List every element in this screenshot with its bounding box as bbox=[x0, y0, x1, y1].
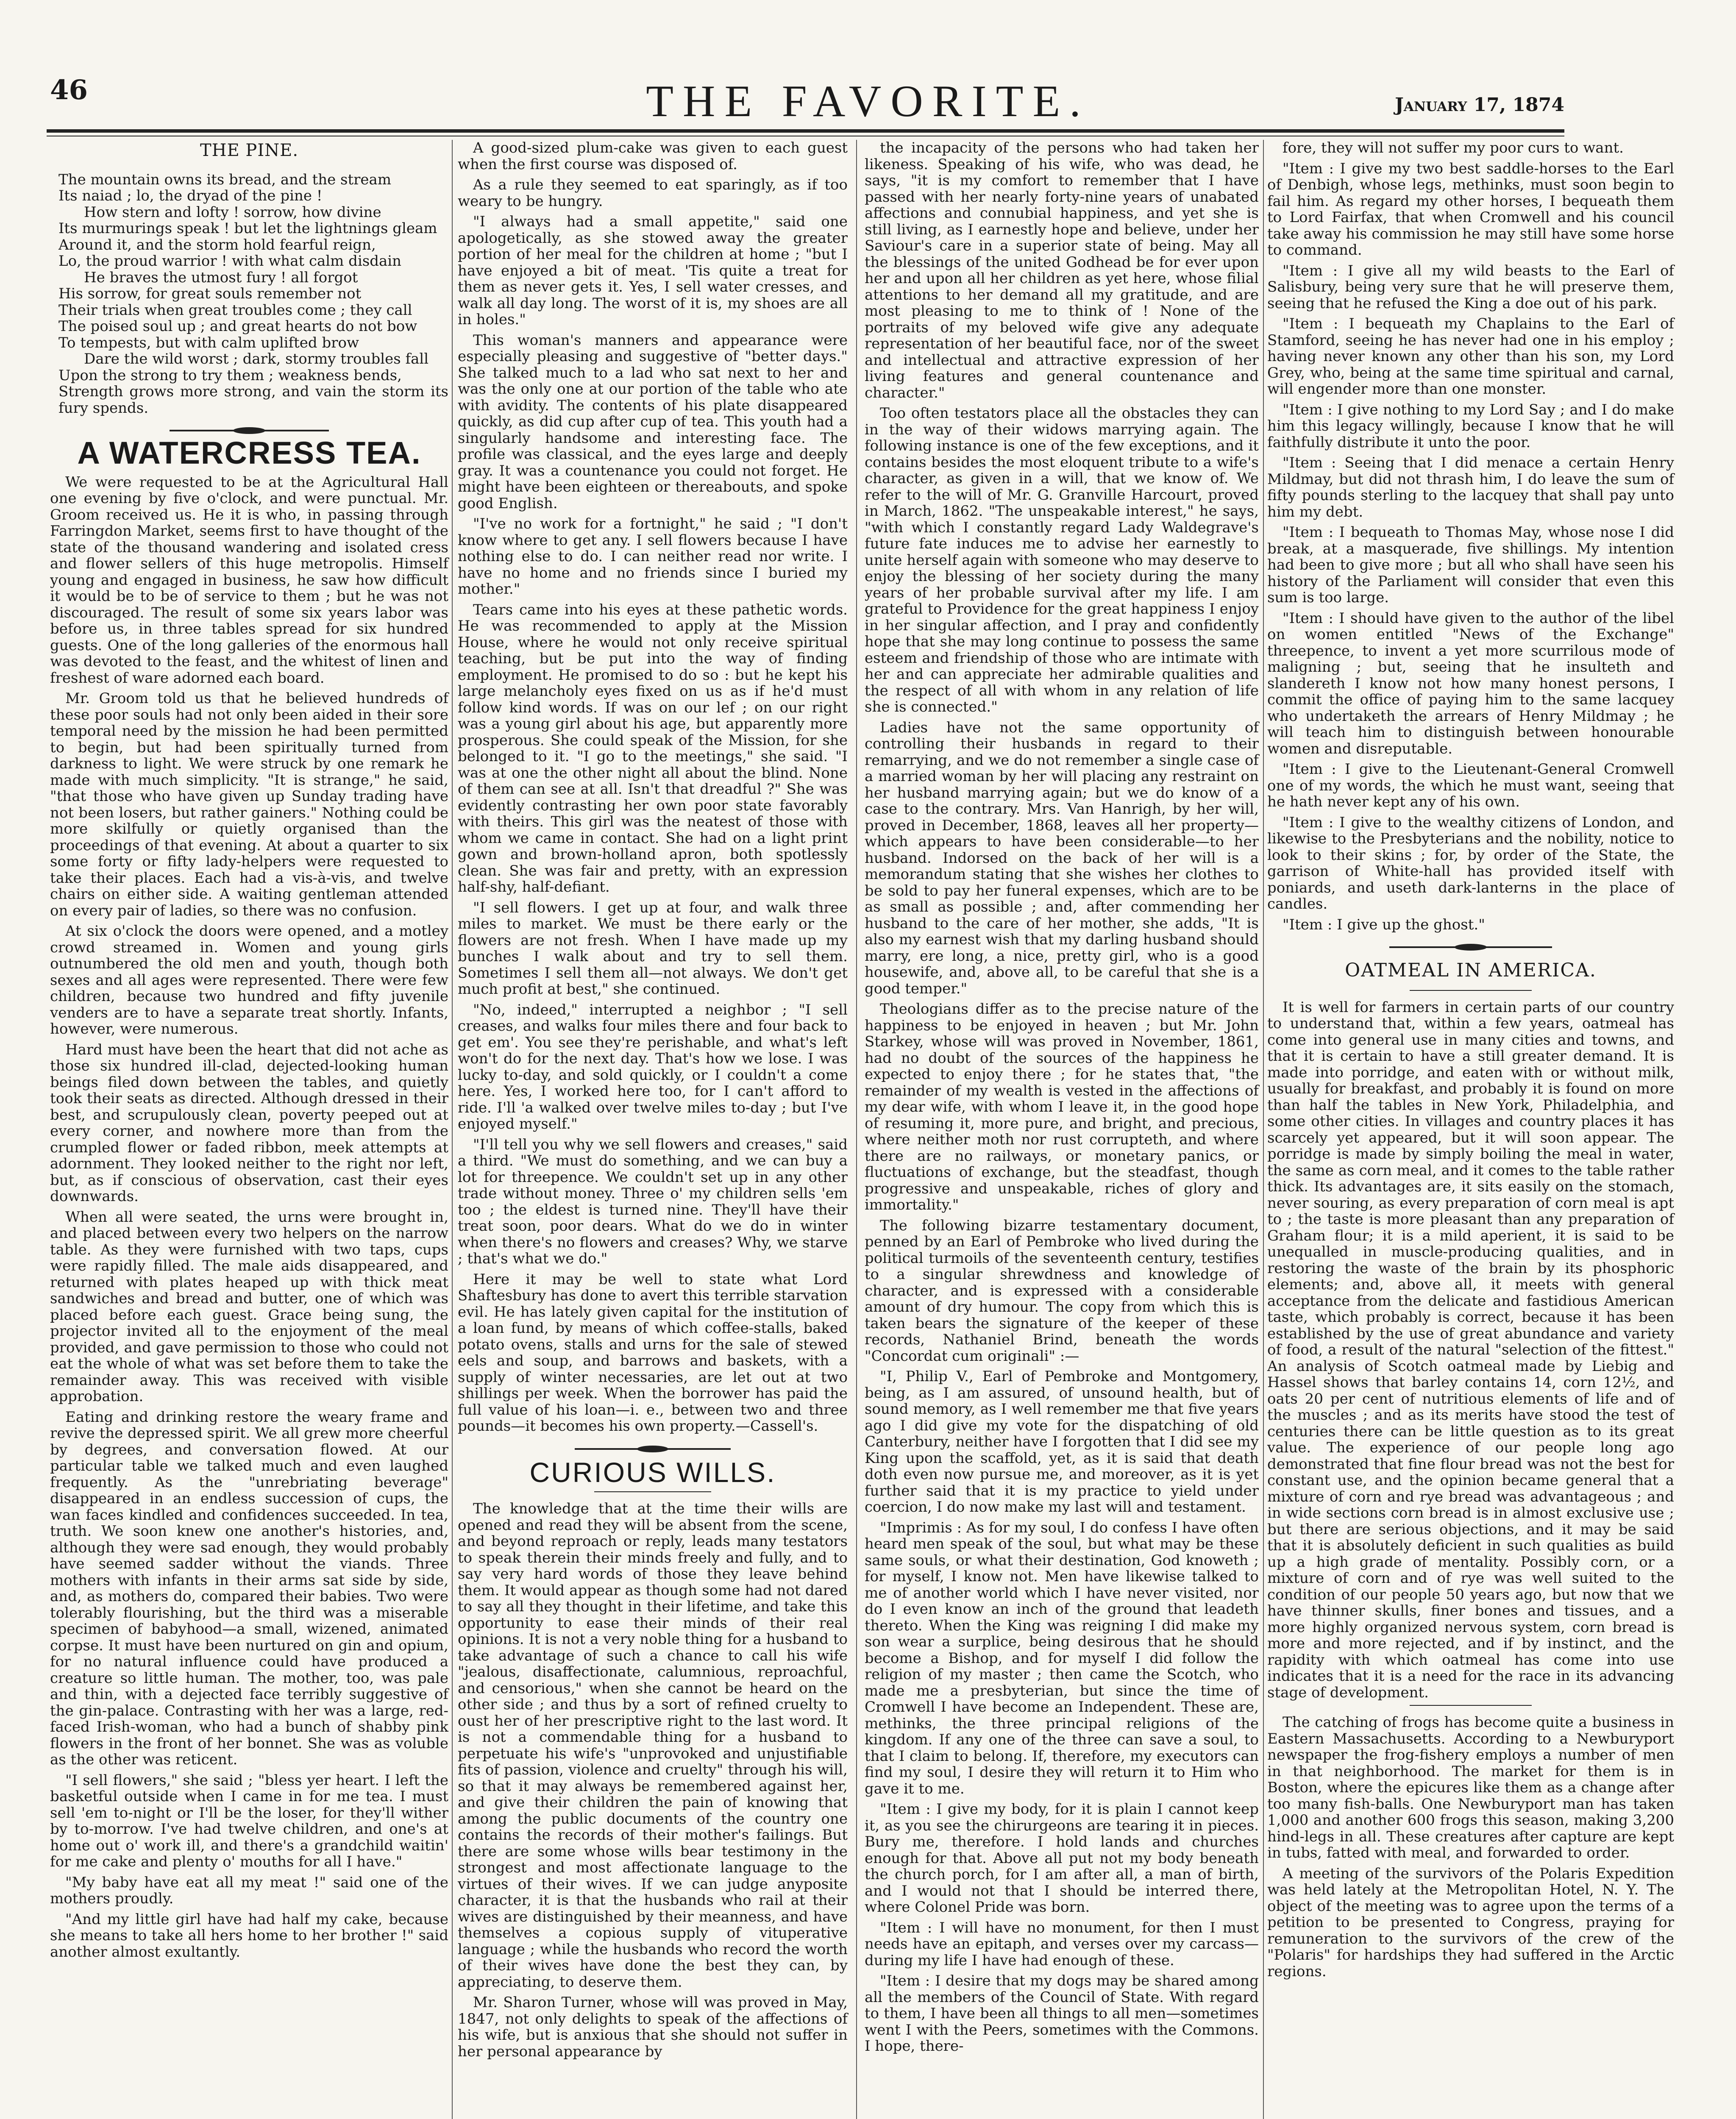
header-rule bbox=[47, 129, 1564, 133]
poem-line: Its murmurings speak ! but let the lightnings gleam bbox=[58, 220, 437, 237]
paragraph: The knowledge that at the time their wills are opened and read they will be absent from the scene, and beyond reproach or reply, leads many testators to speak therein their minds freely and fully, and to say very hard words of those they leave behind them. It would appear as though some had not dared to say all they thought in their lifetime, and take this opportunity to ease their minds of their real opinions. It is not a very noble thing for a husband to take advantage of such a chance to call his wife "jealous, disaffectionate, calumnious, reproachful, and censorious," when she cannot be heard on the other side ; and thus by a sort of refined cruelty to oust her of her prescriptive right to the last word. It is not a commendable thing for a husband to perpetuate his wife's "unprovoked and unjustifiable fits of passion, violence and cruelty" through his will, so that it may always be remembered against her, and give their children the pain of knowing that among the public documents of the country one contains the records of their mother's failings. But there are some whose wills bear testimony in the strongest and most affectionate language to the virtues of their wives. If we can judge anyposite character, it is that the husbands who rail at their wives are distinguished by their meanness, and have themselves a copious supply of vituperative language ; while the husbands who record the worth of their wives have done the best they can, by appreciating, to deserve them. bbox=[458, 1500, 848, 1991]
paragraph: When all were seated, the urns were brought in, and placed between every two helpers on the narrow table. As they were furnished with two taps, cups were rapidly filled. The male aids disappeared, and returned with plates heaped up with thick meat sandwiches and bread and butter, one of which was placed before each guest. Grace being sung, the projector invited all to the enjoyment of the meal provided, and gave permission to those who could not eat the whole of what was set before them to take the remainder away. This was received with visible approbation. bbox=[50, 1208, 448, 1405]
paragraph: "Item : I give all my wild beasts to the Earl of Salisbury, being very sure that he will preserve them, seeing that he refused the King a doe out of his park. bbox=[1267, 262, 1674, 312]
section-rule bbox=[1410, 1705, 1532, 1706]
title-rule bbox=[594, 1491, 711, 1492]
article-title: CURIOUS WILLS. bbox=[529, 1456, 776, 1488]
paragraph: "Item : I give my body, for it is plain I cannot keep it, as you see the chirurgeons are tearing it in pieces. Bury me, therefore. I hold lands and churches enough for that. Above all put not my body beneath the church porch, for I am after all, a man of birth, and I would not that I should be interred there, where Colonel Pride was born. bbox=[865, 1801, 1259, 1916]
paragraph: The catching of frogs has become quite a business in Eastern Massachusetts. According to a Newburyport newspaper the frog-fishery employs a number of men in that neighborhood. The market for them is in Boston, where the epicures like them as a change after too many fish-balls. One Newburyport man has taken 1,000 and another 600 frogs this season, making 3,200 hind-legs in all. These creatures after capture are kept in tubs, fatted with meal, and forwarded to order. bbox=[1267, 1714, 1674, 1861]
article-body bbox=[1267, 1714, 1674, 1980]
paragraph: "Imprimis : As for my soul, I do confess I have often heard men speak of the soul, but what may be these same souls, or what their destination, God knoweth ; for myself, I know not. Men have likewise talked to me of another world which I have never visited, nor do I even know an inch of the ground that leadeth thereto. When the King was reigning I did make my son wear a surplice, being desirous that he should become a Bishop, and for myself I did follow the religion of my master ; then came the Scotch, who made me a presbyterian, but since the time of Cromwell I have become an Independent. These are, methinks, the three principal religions of the kingdom. If any one of the three can save a soul, to that I claim to belong. If, therefore, my executors can find my soul, I desire they will return it to Him who gave it to me. bbox=[865, 1519, 1259, 1797]
paragraph: "I'll tell you why we sell flowers and creases," said a third. "We must do something, and we can buy a lot for threepence. We couldn't set up in any other trade without money. Three o' my children sells 'em too ; the eldest is turned nine. They'll have their treat soon, poor dears. What do we do in winter when there's no flowers and creases? Why, we starve ; that's what we do." bbox=[458, 1136, 848, 1267]
paragraph: "Item : Seeing that I did menace a certain Henry Mildmay, but did not thrash him, I do leave the sum of fifty pounds sterling to the lacquey that shall pay unto him my debt. bbox=[1267, 454, 1674, 520]
column-divider bbox=[856, 140, 857, 2119]
poem-line: He braves the utmost fury ! all forgot bbox=[84, 269, 358, 286]
paragraph: "My baby have eat all my meat !" said one of the mothers proudly. bbox=[50, 1874, 448, 1907]
column-3 bbox=[865, 140, 1259, 2059]
article-body bbox=[458, 1501, 848, 2060]
poem-line: Its naiad ; lo, the dryad of the pine ! bbox=[58, 187, 323, 204]
article-title: OATMEAL IN AMERICA. bbox=[1345, 959, 1597, 981]
article-body bbox=[1267, 140, 1674, 933]
article-body bbox=[458, 140, 848, 1435]
paragraph: Too often testators place all the obstacles they can in the way of their widows marrying again. The following instance is one of the few exceptions, and it contains besides the most eloquent tribute to a wife's character, as given in a will, that we know of. We refer to the will of Mr. G. Granville Harcourt, proved in March, 1862. "The unspeakable interest," he says, "with which I constantly regard Lady Waldegrave's future fate induces me to advise her earnestly to unite herself again with someone who may deserve to enjoy the blessing of her society during the many years of her probable survival after my life. I am grateful to Providence for the great happiness I enjoy in her singular affection, and I pray and confidently hope that she may long continue to possess the same esteem and friendship of those who are intimate with her and can appreciate her admirable qualities and the respect of all with whom in any relation of life she is connected." bbox=[865, 405, 1259, 715]
title-rule bbox=[1410, 990, 1532, 991]
article-body bbox=[1267, 999, 1674, 1701]
paragraph: "Item : I will have no monument, for then I must needs have an epitaph, and verses over my carcass—during my life I have had enough of these. bbox=[865, 1919, 1259, 1969]
paragraph: "And my little girl have had half my cake, because she means to take all hers home to her brother !" said another almost exultantly. bbox=[50, 1910, 448, 1960]
article-body bbox=[865, 140, 1259, 2055]
paragraph: Ladies have not the same opportunity of controlling their husbands in regard to their remarrying, and we do not remember a single case of a married woman by her will placing any restraint on her husband marrying again; but we do know of a case to the contrary. Mrs. Van Hanrigh, by her will, proved in December, 1868, leaves all her property—which appears to have been considerable—to her husband. Indorsed on the back of her will is a memorandum stating that she wishes her clothes to be sold to pay her funeral expenses, which are to be as small as possible ; and, after commending her husband to the care of her mother, she adds, "It is also my earnest wish that my darling husband should marry, ere long, a nice, pretty girl, who is a good housewife, and, above all, to be careful that she is a good temper." bbox=[865, 719, 1259, 997]
paragraph: fore, they will not suffer my poor curs to want. bbox=[1283, 139, 1624, 156]
paragraph: "No, indeed," interrupted a neighbor ; "I sell creases, and walks four miles there and four back to get em'. You see they're perishable, and what's left won't do for the next day. That's how we lose. I was lucky to-day, and sold quickly, or I couldn't a come here. Yes, I worked here too, for I can't afford to ride. I'll 'a walked over twelve miles to-day ; but I've enjoyed myself." bbox=[458, 1001, 848, 1132]
paragraph: "Item : I give my two best saddle-horses to the Earl of Denbigh, whose legs, methinks, must soon begin to fail him. As regard my other horses, I bequeath them to Lord Fairfax, that when Cromwell and his council take away his commission he may still have some horse to command. bbox=[1267, 160, 1674, 259]
paragraph: "I sell flowers," she said ; "bless yer heart. I left the basketful outside when I came in for me tea. I must sell 'em to-night or I'll be the loser, for they'll wither by to-morrow. I've had twelve children, and one's at home out o' work ill, and there's a grandchild waitin' for me cake and plenty o' mouths for all I have." bbox=[50, 1771, 448, 1870]
paragraph: Hard must have been the heart that did not ache as those six hundred ill-clad, dejected-looking human beings filed down between the tables, and quietly took their seats as directed. Although dressed in their best, and scrupulously clean, poverty peeped out at every corner, and nowhere more than from the crumpled flower or faded ribbon, meek attempts at adornment. They looked neither to the right nor left, but, as if conscious of observation, cast their eyes downwards. bbox=[50, 1041, 448, 1205]
article-body bbox=[50, 474, 448, 1960]
paragraph: "Item : I give nothing to my Lord Say ; and I do make him this legacy willingly, because I know that he will faithfully distribute it unto the poor. bbox=[1267, 401, 1674, 451]
column-divider bbox=[452, 140, 453, 2119]
paragraph: As a rule they seemed to eat sparingly, as if too weary to be hungry. bbox=[458, 176, 848, 210]
ornament-divider bbox=[50, 422, 448, 439]
paragraph: We were requested to be at the Agricultural Hall one evening by five o'clock, and were punctual. Mr. Groom received us. He it is who, in passing through Farringdon Market, seems first to have thought of the state of the thousand wandering and isolated cress and flower sellers of this huge metropolis. Himself young and engaged in business, he saw how difficult it would be to be of service to them ; but he was not discouraged. The result of some six years labor was before us, in three tables spread for six hundred guests. One of the long galleries of the enormous hall was devoted to the feast, and the whitest of linen and freshest of ware adorned each board. bbox=[50, 473, 448, 687]
poem-line: The poised soul up ; and great hearts do not bow bbox=[58, 318, 417, 335]
poem-line: Their trials when great troubles come ; they call bbox=[58, 301, 412, 319]
paragraph: "Item : I bequeath to Thomas May, whose nose I did break, at a masquerade, five shillings. My intention had been to give more ; but all who shall have seen his history of the Parliament will consider that even this sum is too large. bbox=[1267, 524, 1674, 606]
poem-line: To tempests, but with calm uplifted brow bbox=[58, 334, 359, 351]
ornament-divider bbox=[1267, 939, 1674, 956]
paragraph: "Item : I desire that my dogs may be shared among all the members of the Council of State. With regard to them, I have been all things to all men—sometimes went I with the Peers, sometimes with the Commons. I hope, there- bbox=[865, 1972, 1259, 2055]
poem-line: Dare the wild worst ; dark, stormy troubles fall bbox=[84, 350, 429, 367]
paragraph: "I always had a small appetite," said one apologetically, as she stowed away the greater portion of her meal for the children at home ; "but I have enjoyed a bit of meat. 'Tis quite a treat for them as never gets it. Yes, I sell water cresses, and walk all day long. The worst of it is, my shoes are all in holes." bbox=[458, 213, 848, 328]
paragraph: A meeting of the survivors of the Polaris Expedition was held lately at the Metropolitan Hotel, N. Y. The object of the meeting was to agree upon the terms of a petition to be presented to Congress, praying for remuneration to the survivors of the crew of the "Polaris" for hardships they had suffered in the Arctic regions. bbox=[1267, 1865, 1674, 1980]
paragraph: "I sell flowers. I get up at four, and walk three miles to market. We must be there early or the flowers are not fresh. When I have made up my bunches I walk about and try to sell them. Sometimes I sell them all—not always. We don't get much profit at best," she continued. bbox=[458, 899, 848, 998]
paragraph: A good-sized plum-cake was given to each guest when the first course was disposed of. bbox=[458, 139, 848, 173]
paragraph: Tears came into his eyes at these pathetic words. He was recommended to apply at the Mission House, where he would not only receive spiritual teaching, but be put into the way of finding employment. He promised to do so : but he kept his large melancholy eyes fixed on us as if he'd must follow kind words. If was on our lef ; on our right was a young girl about his age, but apparently more prosperous. She could speak of the Mission, for she belonged to it. "I go to the meetings," she said. "I was at one the other night all about the blind. None of them can see at all. Isn't that dreadful ?" She was evidently contrasting her own poor state favorably with theirs. This girl was the neatest of those with whom we came in contact. She had on a light print gown and brown-holland apron, both spotlessly clean. She was fair and pretty, with an expression half-shy, half-defiant. bbox=[458, 601, 848, 895]
column-2 bbox=[458, 140, 848, 2064]
article-title: A WATERCRESS TEA. bbox=[77, 435, 421, 470]
paragraph: At six o'clock the doors were opened, and a motley crowd streamed in. Women and young girls outnumbered the old men and youth, though both sexes and all ages were represented. There were few children, because two hundred and fifty juvenile venders are to have a separate treat shortly. Infants, however, were numerous. bbox=[50, 923, 448, 1037]
paragraph: "Item : I give to the Lieutenant-General Cromwell one of my words, the which he must want, seeing that he hath never kept any of his own. bbox=[1267, 761, 1674, 810]
masthead: THE FAVORITE. bbox=[646, 76, 1090, 126]
poem bbox=[58, 172, 448, 417]
paragraph: "I, Philip V., Earl of Pembroke and Montgomery, being, as I am assured, of unsound health, but of sound memory, as I well remember me that five years ago I did give my vote for the dispatching of old Canterbury, neither have I forgotten that I did see my King upon the scaffold, yet, as it is said that death doth even now pursue me, and moreover, as it is yet further said that it is my practice to yield under coercion, I do now make my last will and testament. bbox=[865, 1368, 1259, 1516]
paragraph: The following bizarre testamentary document, penned by an Earl of Pembroke who lived during the political turmoils of the seventeenth century, testifies to a singular shrewdness and knowledge of character, and is expressed with a considerable amount of dry humour. The copy from which this is taken bears the signature of the keeper of these records, Nathaniel Brind, beneath the words "Concordat cum originali" :— bbox=[865, 1217, 1259, 1365]
poem-line: The mountain owns its bread, and the stream bbox=[58, 171, 392, 188]
paragraph: Here it may be well to state what Lord Shaftesbury has done to avert this terrible starvation evil. He has lately given capital for the institution of a loan fund, by means of which coffee-stalls, baked potato ovens, stalls and urns for the sale of stewed eels and soup, and barrows and baskets, with a supply of winter necessaries, are let out at two shillings per week. When the borrower has paid the full value of his loan—i. e., between two and three pounds—it becomes his own property.—Cassell's. bbox=[458, 1271, 848, 1435]
paragraph: Theologians differ as to the precise nature of the happiness to be enjoyed in heaven ; but Mr. John Starkey, whose will was proved in November, 1861, had no doubt of the sources of the happiness he expected to enjoy there ; for he states that, "the remainder of my wealth is vested in the affections of my dear wife, with whom I leave it, in the good hope of resuming it, more pure, and bright, and precious, where neither moth nor rust corrupteth, and where there are no railways, or monetary panics, or fluctuations of exchange, but the steadfast, though progressive and unspeakable, riches of glory and immortality." bbox=[865, 1001, 1259, 1213]
column-1 bbox=[50, 140, 448, 1964]
column-divider bbox=[1263, 140, 1264, 2119]
poem-line: Around it, and the storm hold fearful reign, bbox=[58, 236, 376, 253]
poem-line: Strength grows more strong, and vain the storm its fury spends. bbox=[58, 383, 448, 417]
poem-line: His sorrow, for great souls remember not bbox=[58, 285, 362, 302]
paragraph: "Item : I give up the ghost." bbox=[1283, 916, 1485, 933]
paragraph: It is well for farmers in certain parts of our country to understand that, within a few years, oatmeal has come into general use in many cities and towns, and that it is certain to have a still greater demand. It is made into porridge, and eaten with or without milk, usually for breakfast, and probably it is found on more than half the tables in New York, Philadelphia, and some other cities. In villages and country places it has scarcely yet appeared, but it will soon appear. The porridge is made by simply boiling the meal in water, the same as corn meal, and it comes to the table rather thick. Its advantages are, it sits easily on the stomach, never souring, as every preparation of corn meal is apt to ; the taste is more pleasant than any preparation of Graham flour; it is a mild aperient, it is said to be unequalled in muscle-producing qualities, and in restoring the waste of the brain by its phosphoric elements; and, above all, it meets with general acceptance from the delicate and fastidious American taste, which probably is correct, because it has been established by the use of great abundance and variety of food, a result of the natural "selection of the fittest." An analysis of Scotch oatmeal made by Liebig and Hassel shows that barley contains 14, corn 12½, and oats 20 per cent of nutritious elements of life and of the muscles ; and as its merits have stood the test of centuries there can be little question as to its great value. The experience of our people long ago demonstrated that fine flour bread was not the best for constant use, and the opinion became general that a mixture of corn and rye bread was advantageous ; and in wide sections corn bread is in almost exclusive use ; but there are serious objections, and it may be said that it is absolutely deficient in such qualities as build up a high grade of mentality. Possibly corn, or a mixture of corn and of rye was well suited to the condition of our people 50 years ago, but now that we have thinner skulls, finer bones and tissues, and a more highly organized nervous system, corn bread is more and more rejected, and if by instinct, and the rapidity with which oatmeal has come into use indicates that it is a need for the race in its advancing stage of development. bbox=[1267, 998, 1674, 1701]
ornament-divider bbox=[458, 1440, 848, 1457]
poem-line: Upon the strong to try them ; weakness bends, bbox=[58, 367, 402, 384]
paragraph: Mr. Sharon Turner, whose will was proved in May, 1847, not only delights to speak of the affections of his wife, but is anxious that she should not suffer in her personal appearance by bbox=[458, 1994, 848, 2060]
paragraph: "Item : I should have given to the author of the libel on women entitled "News of the Exchange" threepence, to invent a yet more scurrilous mode of maligning ; but, seeing that he insulteth and slandereth I know not how many honest persons, I commit the office of paying him to the same lacquey who undertaketh the arrears of Henry Mildmay ; he will teach him to distinguish between honourable women and disreputable. bbox=[1267, 609, 1674, 757]
poem-line: Lo, the proud warrior ! with what calm disdain bbox=[58, 253, 402, 270]
paragraph: Eating and drinking restore the weary frame and revive the depressed spirit. We all grew more cheerful by degrees, and conversation flowed. At our particular table we talked much and even laughed frequently. As the "unrebriating beverage" disappeared in an endless succession of cups, the wan faces kindled and confidences succeeded. In tea, truth. We soon knew one another's histories, and, although they were sad enough, they would probably have seemed sadder without the viands. Three mothers with infants in their arms sat side by side, and, as mothers do, compared their babies. Two were tolerably flourishing, but the third was a miserable specimen of babyhood—a small, wizened, animated corpse. It must have been nurtured on gin and opium, for no natural influence could have produced a creature so little human. The mother, too, was pale and thin, with a dejected face terribly suggestive of the gin-palace. Contrasting with her was a large, red-faced Irish-woman, who had a bunch of shabby pink flowers in the front of her bonnet. She was as voluble as the other was reticent. bbox=[50, 1408, 448, 1768]
issue-date: January 17, 1874 bbox=[1395, 94, 1564, 116]
paragraph: "Item : I give to the wealthy citizens of London, and likewise to the Presbyterians and the nobility, notice to look to their skins ; for, by order of the State, the garrison of White-hall has provided itself with poniards, and useth dark-lanterns in the place of candles. bbox=[1267, 814, 1674, 912]
poem-title: THE PINE. bbox=[200, 141, 299, 160]
paragraph: "Item : I bequeath my Chaplains to the Earl of Stamford, seeing he has never had one in his employ ; having never known any other than his son, my Lord Grey, who, being at the same time spiritual and carnal, will engender more than one monster. bbox=[1267, 315, 1674, 398]
paragraph: "I've no work for a fortnight," he said ; "I don't know where to get any. I sell flowers because I have nothing else to do. I can neither read nor write. I have no home and no friends since I buried my mother." bbox=[458, 515, 848, 598]
paragraph: the incapacity of the persons who had taken her likeness. Speaking of his wife, who was dead, he says, "it is my comfort to remember that I have passed with her nearly forty-nine years of unabated affections and connubial happiness, and yet she is still living, as I earnestly hope and believe, under her Saviour's care in a superior state of being. May all the blessings of the united Godhead be for ever upon her and upon all her children as yet here, whose filial attentions to her demand all my gratitude, and are most pleasing to me to think of ! None of the portraits of my beloved wife give any adequate representation of her beautiful face, nor of the sweet and intellectual and attractive expression of her living features and general countenance and character." bbox=[865, 139, 1259, 401]
poem-line: How stern and lofty ! sorrow, how divine bbox=[84, 203, 381, 221]
column-4 bbox=[1267, 140, 1674, 1984]
paragraph: Mr. Groom told us that he believed hundreds of these poor souls had not only been aided in their sore temporal need by the mission he had been permitted to begin, but had been spiritually turned from darkness to light. We were struck by one remark he made with much simplicity. "It is strange," he said, "that those who have given up Sunday trading have not been losers, but rather gainers." Nothing could be more skilfully or quietly organised than the proceedings of that evening. At about a quarter to six some forty or fifty lady-helpers were requested to take their places. Each had a vis-à-vis, and twelve chairs on either side. A waiting gentleman attended on every pair of ladies, so there was no confusion. bbox=[50, 690, 448, 919]
page-number: 46 bbox=[50, 74, 88, 106]
paragraph: This woman's manners and appearance were especially pleasing and suggestive of "better days." She talked much to a lad who sat next to her and was the only one at our portion of the table who ate with avidity. The contents of his plate disappeared quickly, as did cup after cup of tea. This youth had a singularly handsome and interesting face. The profile was classical, and the eyes large and deeply gray. It was a countenance you could not forget. He might have been eighteen or thereabouts, and spoke good English. bbox=[458, 331, 848, 512]
